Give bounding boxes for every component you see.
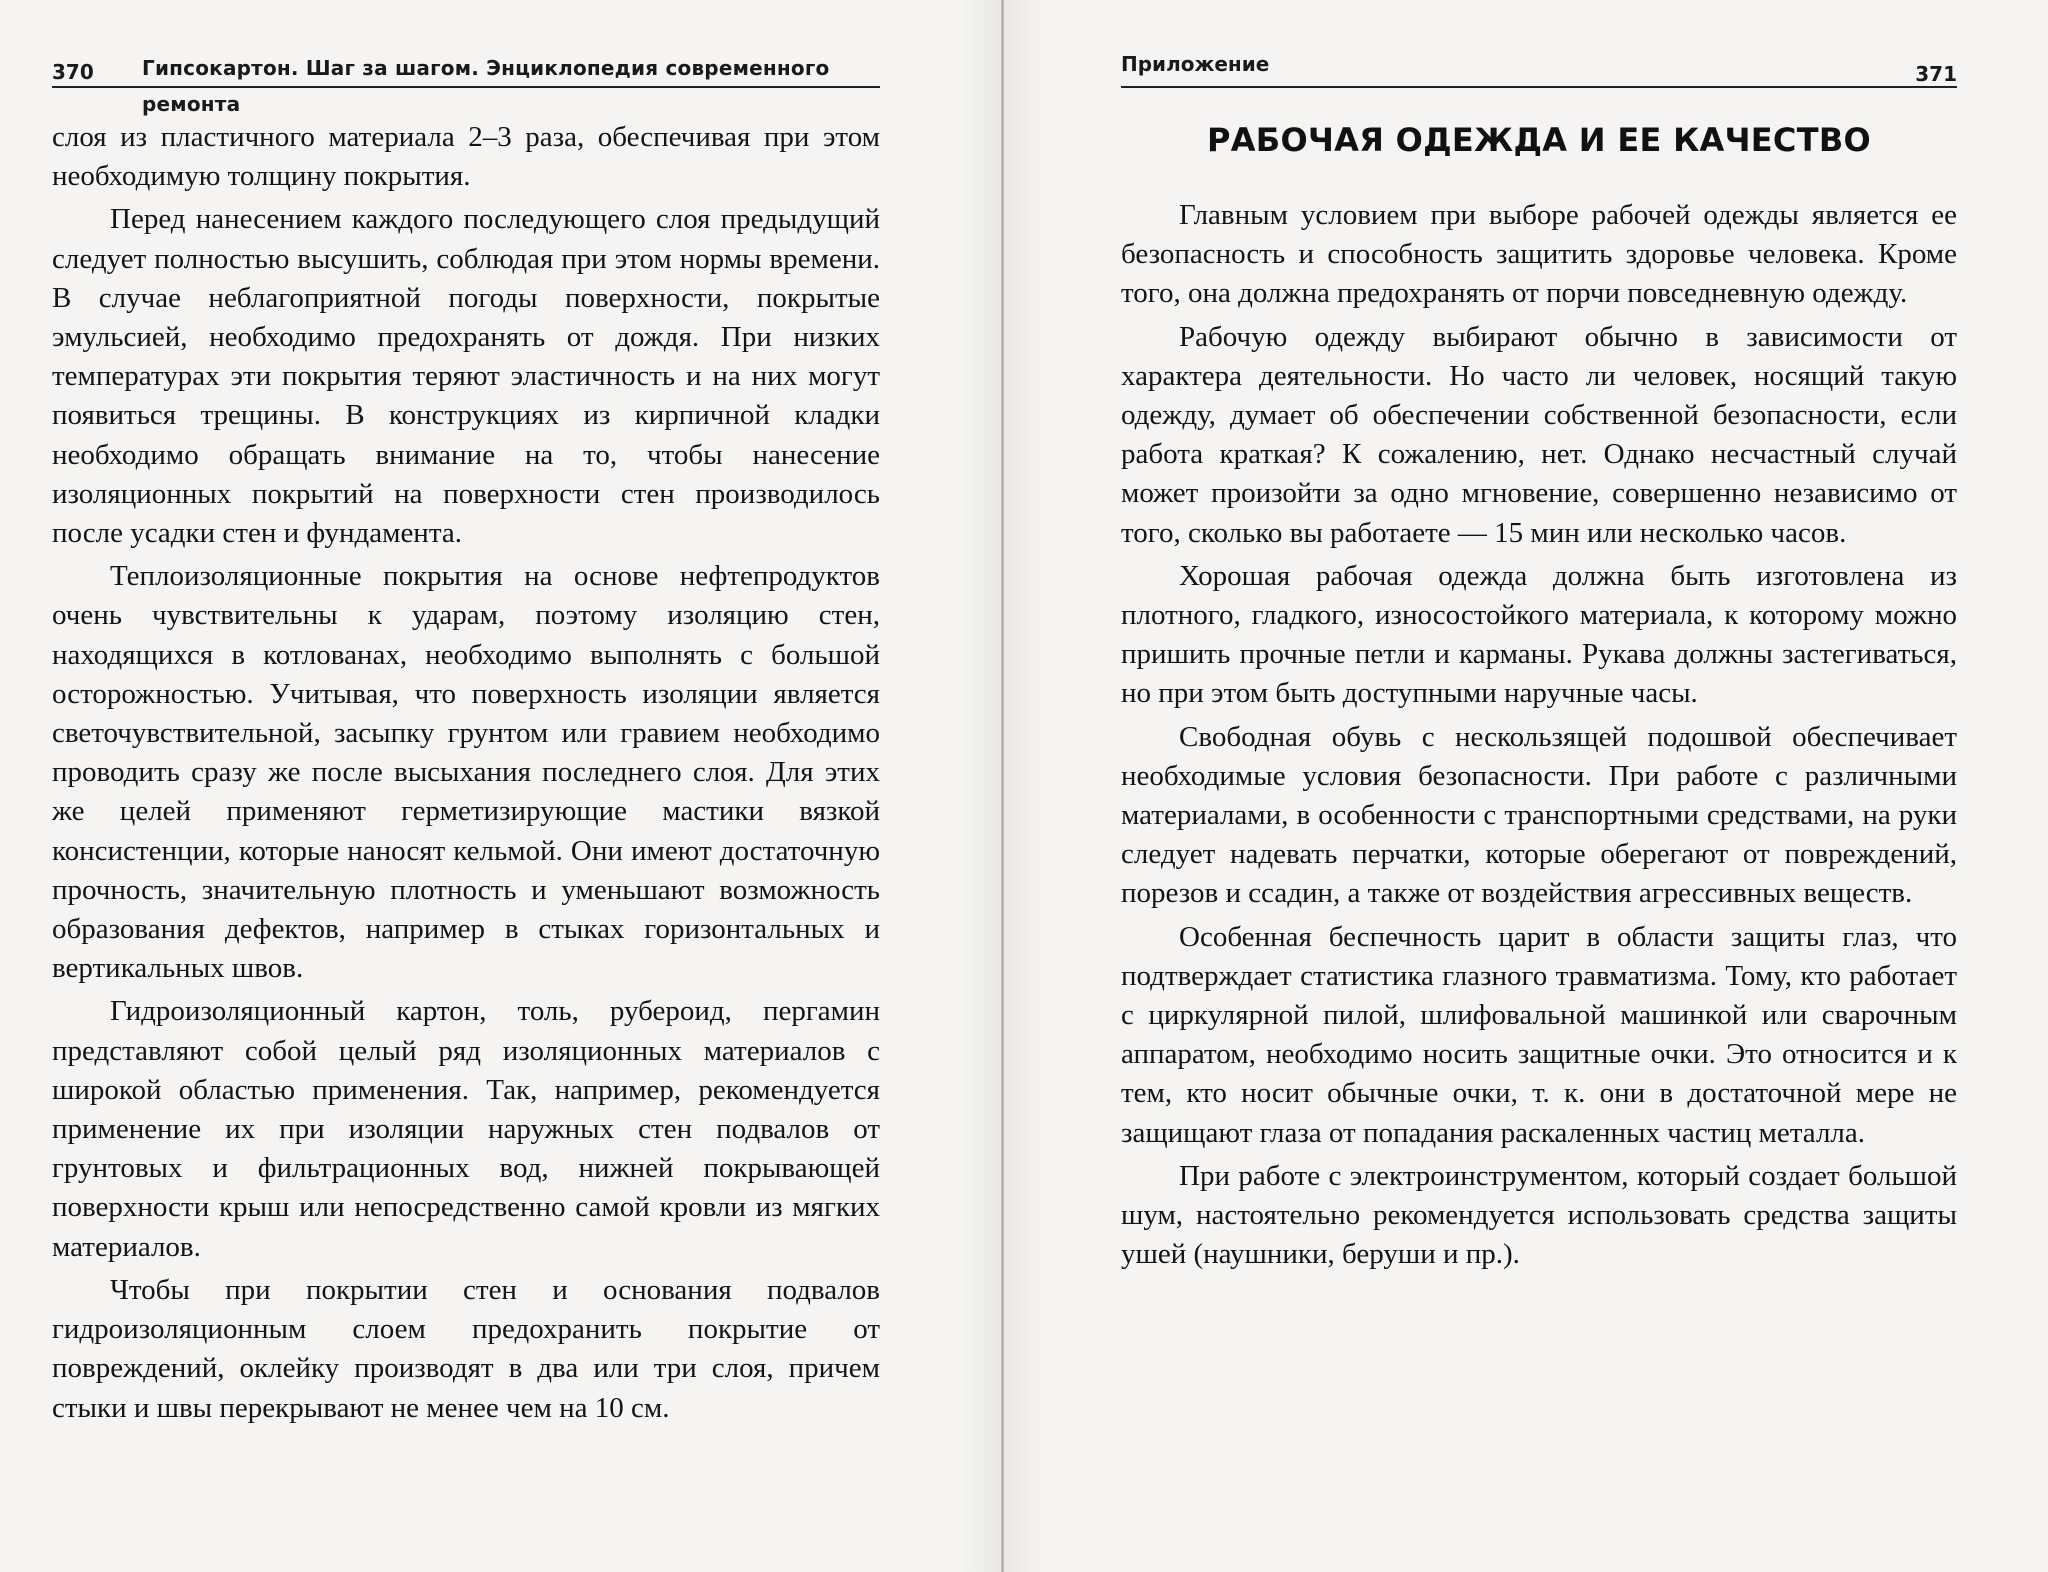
left-page-body — [52, 118, 880, 1432]
paragraph: Хорошая рабочая одежда должна быть изготовлена из плотного, гладкого, износостойкого материала, к которому можно пришить прочные петли и карманы. Рукава должны застегиваться, но при этом быть доступными наручные часы. — [1121, 559, 1957, 710]
page-number: 370 — [52, 60, 94, 84]
gutter-shadow-left — [960, 0, 1001, 1572]
left-page-header — [52, 50, 880, 116]
gutter-shadow-right — [1004, 0, 1045, 1572]
running-head: Приложение — [1121, 52, 1270, 76]
paragraph: слоя из пластичного материала 2–3 раза, обеспечивая при этом необходимую толщину покрытия. — [52, 121, 880, 193]
right-page-body — [1121, 196, 1957, 1278]
paragraph: Теплоизоляционные покрытия на основе нефтепродуктов очень чувствительны к ударам, поэтому изоляцию стен, находящихся в котлованах, необходимо выполнять с большой осторожностью. Учитывая, что поверхность изоляции является светочувствительной, засыпку грунтом или гравием необходимо проводить сразу же после высыхания последнего слоя. Для этих же целей применяют герметизирующие мастики вязкой консистенции, которые наносят кельмой. Они имеют достаточную прочность, значительную плотность и уменьшают возможность образования дефектов, например в стыках горизонтальных и вертикальных швов. — [52, 560, 880, 985]
right-page-header — [1121, 50, 1957, 88]
paragraph: При работе с электроинструментом, который создает большой шум, настоятельно рекомендуется использовать средства защиты ушей (наушники, беруши и пр.). — [1121, 1159, 1957, 1271]
page-number: 371 — [1915, 62, 1957, 86]
paragraph: Чтобы при покрытии стен и основания подвалов гидроизоляционным слоем предохранить покрытие от повреждений, оклейку производят в два или три слоя, причем стыки и швы перекрывают не менее чем на 10 см. — [52, 1273, 880, 1424]
paragraph: Главным условием при выборе рабочей одежды является ее безопасность и способность защитить здоровье человека. Кроме того, она должна предохранять от порчи повседневную одежду. — [1121, 199, 1957, 310]
running-head: Гипсокартон. Шаг за шагом. Энциклопедия современного ремонта — [142, 56, 830, 116]
left-page — [52, 0, 880, 1572]
paragraph: Свободная обувь с нескользящей подошвой обеспечивает необходимые условия безопасности. При работе с различными материалами, в особенности с транспортными средствами, на руки следует надевать перчатки, которые оберегают от повреждений, порезов и ссадин, а также от воздействия агрессивных веществ. — [1121, 720, 1957, 910]
section-title: РАБОЧАЯ ОДЕЖДА И ЕЕ КАЧЕСТВО — [1206, 121, 1872, 159]
paragraph: Гидроизоляционный картон, толь, рубероид, пергамин представляют собой целый ряд изоляционных материалов с широкой областью применения. Так, например, рекомендуется применение их при изоляции наружных стен подвалов от грунтовых и фильтрационных вод, нижней покрывающей поверхности крыш или непосредственно самой кровли из мягких материалов. — [52, 995, 880, 1263]
right-page — [1121, 0, 1957, 1572]
paragraph: Перед нанесением каждого последующего слоя предыдущий следует полностью высушить, соблюдая при этом нормы времени. В случае неблагоприятной погоды поверхности, покрытые эмульсией, необходимо предохранять от дождя. При низких температурах эти покрытия теряют эластичность и на них могут появиться трещины. В конструкциях из кирпичной кладки необходимо обращать внимание на то, чтобы нанесение изоляционных покрытий на поверхности стен производилось после усадки стен и фундамента. — [52, 203, 880, 550]
book-gutter — [1001, 0, 1004, 1572]
paragraph: Особенная беспечность царит в области защиты глаз, что подтверждает статистика глазного травматизма. Тому, кто работает с циркулярной пилой, шлифовальной машинкой или сварочным аппаратом, необходимо носить защитные очки. Это относится и к тем, кто носит обычные очки, т. к. они в достаточной мере не защищают глаза от попадания раскаленных частиц металла. — [1121, 920, 1957, 1149]
paragraph: Рабочую одежду выбирают обычно в зависимости от характера деятельности. Но часто ли человек, носящий такую одежду, думает об обеспечении собственной безопасности, если работа краткая? К сожалению, нет. Однако несчастный случай может произойти за одно мгновение, совершенно независимо от того, сколько вы работаете — 15 мин или несколько часов. — [1121, 320, 1957, 549]
